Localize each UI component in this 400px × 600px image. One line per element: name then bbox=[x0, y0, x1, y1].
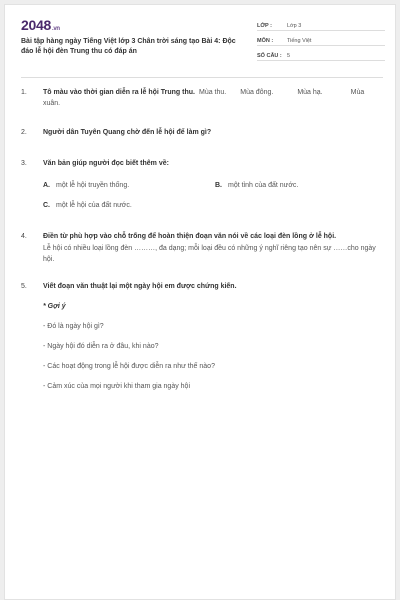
worksheet-header bbox=[21, 17, 385, 69]
meta-value: 5 bbox=[287, 53, 291, 59]
question-1-line bbox=[43, 87, 379, 98]
hint-item: - Ngày hội đó diễn ra ở đâu, khi nào? bbox=[43, 343, 159, 350]
choice-row bbox=[43, 200, 379, 211]
meta-row-grade bbox=[257, 17, 385, 31]
question-text: Viết đoạn văn thuật lại một ngày hội em được chứng kiến. bbox=[43, 283, 237, 290]
question-5 bbox=[21, 281, 379, 392]
question-text: Điền từ phù hợp vào chỗ trống để hoàn thiện đoạn văn nói về các loại đèn lồng ở lễ hội. bbox=[43, 233, 337, 240]
site-logo[interactable] bbox=[21, 17, 60, 33]
question-list bbox=[21, 83, 379, 392]
header-divider bbox=[21, 77, 383, 78]
option-spring-wrap[interactable]: xuân. bbox=[43, 100, 61, 107]
hint-item: - Cảm xúc của mọi người khi tham gia ngày hội bbox=[43, 383, 191, 390]
choice-label: B. bbox=[215, 182, 222, 189]
choice-label: A. bbox=[43, 182, 50, 189]
choice-label: C. bbox=[43, 202, 50, 209]
meta-label: MÔN : bbox=[257, 38, 274, 44]
option-autumn[interactable]: Mùa thu. bbox=[198, 89, 227, 96]
question-number: 2. bbox=[21, 129, 27, 136]
option-spring-part: Mùa bbox=[350, 89, 365, 96]
worksheet-page bbox=[4, 4, 396, 600]
question-number: 5. bbox=[21, 283, 27, 290]
choice-c[interactable] bbox=[43, 200, 132, 211]
question-number: 1. bbox=[21, 89, 27, 96]
meta-value: Lớp 3 bbox=[287, 23, 302, 29]
meta-value: Tiếng Việt bbox=[287, 38, 312, 44]
question-2 bbox=[21, 127, 379, 138]
choice-row bbox=[43, 180, 379, 191]
logo-suffix: .vn bbox=[51, 26, 60, 32]
hint-item: - Đó là ngày hội gì? bbox=[43, 323, 104, 330]
meta-row-subject bbox=[257, 32, 385, 46]
question-text: Người dân Tuyên Quang chờ đến lễ hội để làm gì? bbox=[43, 129, 212, 136]
meta-label: LỚP : bbox=[257, 23, 272, 29]
worksheet-title: Bài tập hàng ngày Tiếng Việt lớp 3 Chân trời sáng tạo Bài 4: Độc đáo lễ hội đèn Trung thu có đáp án bbox=[21, 38, 236, 55]
fill-blank-passage: Lễ hội có nhiều loại lồng đèn ………, đa dạng; mỗi loại đều có những ý nghĩ riêng tạo nên sự ……cho ngày hội. bbox=[43, 245, 376, 263]
question-4 bbox=[21, 231, 379, 265]
choice-text: một lễ hội truyền thống. bbox=[56, 182, 130, 189]
hint-item: - Các hoạt động trong lễ hội được diễn ra như thế nào? bbox=[43, 363, 215, 370]
question-1 bbox=[21, 87, 379, 109]
question-text: Văn bản giúp người đọc biết thêm về: bbox=[43, 160, 169, 167]
option-winter[interactable]: Mùa đông. bbox=[240, 89, 274, 96]
choice-b[interactable] bbox=[215, 180, 298, 191]
choice-text: một tỉnh của đất nước. bbox=[228, 182, 299, 189]
logo-main: 2048 bbox=[21, 17, 51, 33]
choice-a[interactable] bbox=[43, 180, 215, 191]
question-text: Tô màu vào thời gian diễn ra lễ hội Trung thu. bbox=[43, 89, 195, 96]
question-3 bbox=[21, 158, 379, 211]
question-number: 4. bbox=[21, 233, 27, 240]
choice-text: một lễ hội của đất nước. bbox=[56, 202, 132, 209]
meta-row-count bbox=[257, 47, 385, 61]
question-number: 3. bbox=[21, 160, 27, 167]
meta-label: SỐ CÂU : bbox=[257, 53, 282, 59]
worksheet-meta bbox=[257, 17, 385, 62]
hint-title: * Gợi ý bbox=[43, 303, 66, 310]
option-summer[interactable]: Mùa hạ. bbox=[297, 89, 323, 96]
